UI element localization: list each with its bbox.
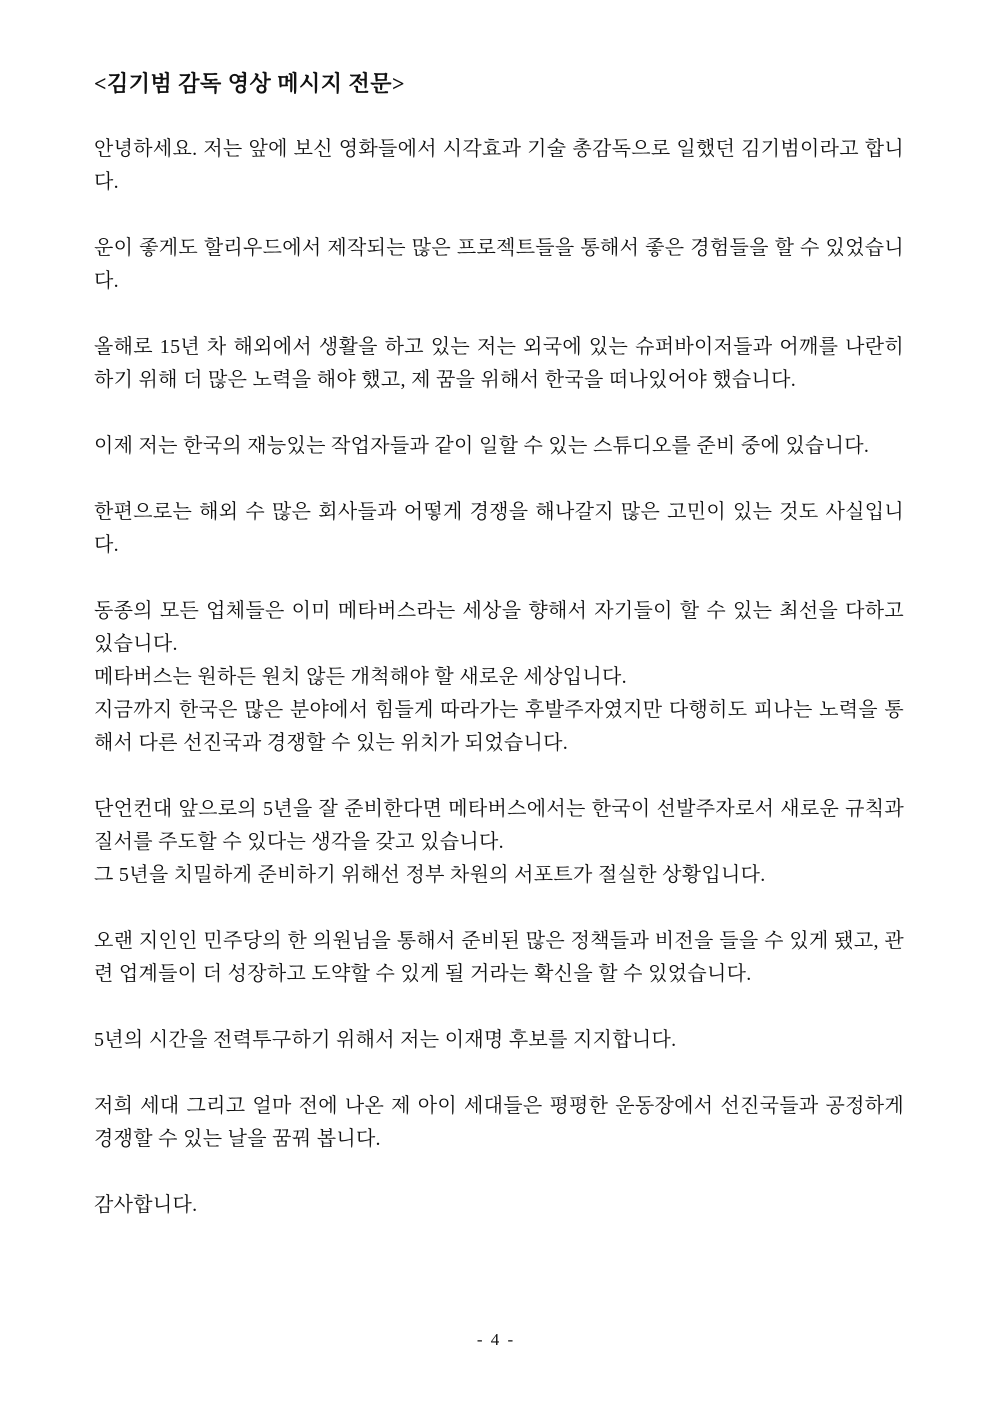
sentence: 안녕하세요. 저는 앞에 보신 영화들에서 시각효과 기술 총감독으로 일했던 김기범이라고 합니다.	[94, 138, 904, 193]
paragraph-block	[94, 496, 904, 562]
sentence: 지금까지 한국은 많은 분야에서 힘들게 따라가는 후발주자였지만 다행히도 피나는 노력을 통해서 다른 선진국과 경쟁할 수 있는 위치가 되었습니다.	[94, 699, 904, 754]
sentence: 단언컨대 앞으로의 5년을 잘 준비한다면 메타버스에서는 한국이 선발주자로서 새로운 규칙과 질서를 주도할 수 있다는 생각을 갖고 있습니다.	[94, 798, 904, 853]
sentence: 저희 세대 그리고 얼마 전에 나온 제 아이 세대들은 평평한 운동장에서 선진국들과 공정하게 경쟁할 수 있는 날을 꿈꿔 봅니다.	[94, 1095, 904, 1150]
sentence: 오랜 지인인 민주당의 한 의원님을 통해서 준비된 많은 정책들과 비전을 들을 수 있게 됐고, 관련 업계들이 더 성장하고 도약할 수 있게 될 거라는 확신을 할 수 있었습니다.	[94, 930, 904, 985]
paragraph-block	[94, 925, 904, 991]
page-number: - 4 -	[476, 1330, 516, 1349]
paragraph-block	[94, 331, 904, 397]
sentence: 5년의 시간을 전력투구하기 위해서 저는 이재명 후보를 지지합니다.	[94, 1029, 677, 1051]
sentence: 이제 저는 한국의 재능있는 작업자들과 같이 일할 수 있는 스튜디오를 준비 중에 있습니다.	[94, 435, 870, 457]
sentence: 메타버스는 원하든 원치 않든 개척해야 할 새로운 세상입니다.	[94, 666, 627, 688]
paragraph-block	[94, 595, 904, 760]
paragraph-block	[94, 430, 904, 463]
paragraph-block	[94, 1090, 904, 1156]
paragraph-block	[94, 1189, 904, 1222]
document-title: <김기범 감독 영상 메시지 전문>	[94, 71, 406, 96]
sentence: 동종의 모든 업체들은 이미 메타버스라는 세상을 향해서 자기들이 할 수 있는 최선을 다하고 있습니다.	[94, 600, 904, 655]
sentence: 한편으로는 해외 수 많은 회사들과 어떻게 경쟁을 해나갈지 많은 고민이 있는 것도 사실입니다.	[94, 501, 904, 556]
document-body	[94, 133, 904, 1222]
sentence: 그 5년을 치밀하게 준비하기 위해선 정부 차원의 서포트가 절실한 상황입니다.	[94, 864, 766, 886]
paragraph-block	[94, 232, 904, 298]
paragraph-block	[94, 1024, 904, 1057]
paragraph-block	[94, 133, 904, 199]
sentence: 올해로 15년 차 해외에서 생활을 하고 있는 저는 외국에 있는 슈퍼바이저들과 어깨를 나란히 하기 위해 더 많은 노력을 해야 했고, 제 꿈을 위해서 한국을 떠나있어야 했습니다.	[94, 336, 904, 391]
sentence: 운이 좋게도 할리우드에서 제작되는 많은 프로젝트들을 통해서 좋은 경험들을 할 수 있었습니다.	[94, 237, 904, 292]
paragraph-block	[94, 793, 904, 892]
sentence: 감사합니다.	[94, 1194, 198, 1216]
